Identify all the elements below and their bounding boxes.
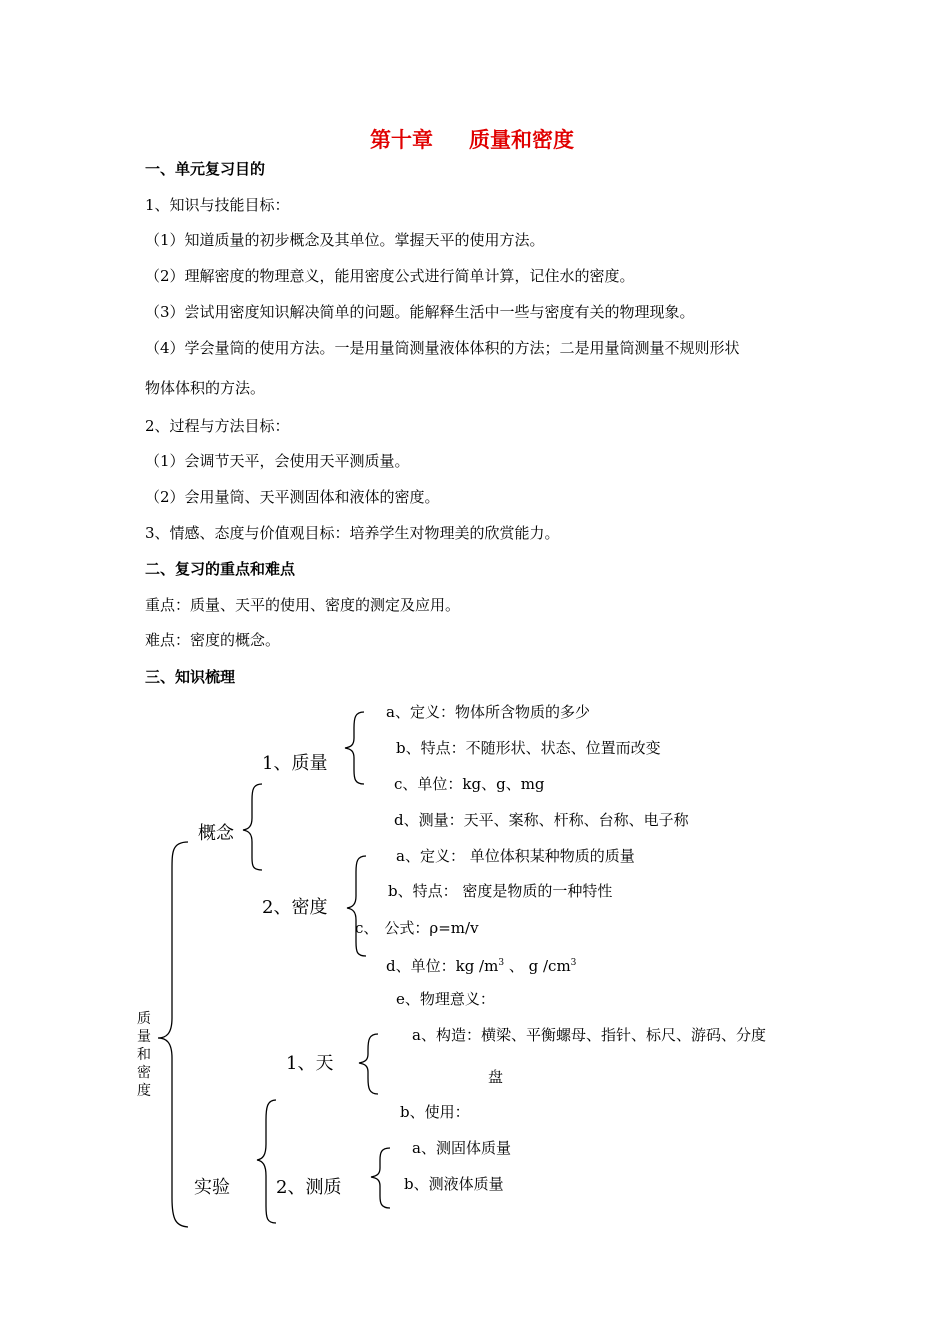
brace-measure bbox=[371, 1148, 390, 1208]
brace-balance bbox=[359, 1034, 378, 1094]
measure-item: a、测固体质量 bbox=[412, 1139, 511, 1157]
map-root-label: 质量和密度 bbox=[137, 1011, 151, 1099]
brace-experiment bbox=[257, 1100, 276, 1223]
map-balance-label: 1、天 bbox=[286, 1053, 334, 1074]
mass-item: c、单位：kg、g、mg bbox=[394, 775, 545, 793]
goal-1-item: （3）尝试用密度知识解决简单的问题。能解释生活中一些与密度有关的物理现象。 bbox=[145, 303, 695, 321]
map-measure-label: 2、测质 bbox=[276, 1177, 342, 1198]
unit-exponent: 3 bbox=[498, 958, 505, 968]
difficulty-text: 难点：密度的概念。 bbox=[145, 631, 281, 649]
density-unit-kg: d、单位：kg /m bbox=[386, 957, 499, 975]
mass-item: d、测量：天平、案称、杆称、台称、电子称 bbox=[394, 811, 689, 829]
section-heading-key-points: 二、复习的重点和难点 bbox=[145, 560, 296, 578]
measure-item: b、测液体质量 bbox=[404, 1175, 504, 1193]
density-item: a、定义： 单位体积某种物质的质量 bbox=[396, 847, 635, 865]
mass-item: b、特点：不随形状、状态、位置而改变 bbox=[396, 739, 661, 757]
goal-3-heading: 3、情感、态度与价值观目标：培养学生对物理美的欣赏能力。 bbox=[145, 524, 560, 542]
goal-1-item: （2）理解密度的物理意义，能用密度公式进行简单计算，记住水的密度。 bbox=[145, 267, 635, 285]
section-heading-knowledge-map: 三、知识梳理 bbox=[145, 668, 236, 686]
brace-mass bbox=[345, 712, 364, 784]
key-point-text: 重点：质量、天平的使用、密度的测定及应用。 bbox=[145, 596, 461, 614]
balance-item: b、使用： bbox=[400, 1103, 470, 1121]
goal-2-heading: 2、过程与方法目标： bbox=[145, 417, 290, 435]
density-formula-text: 公式：ρ=m/v bbox=[384, 919, 479, 937]
title-chapter: 第十章 bbox=[370, 128, 433, 152]
map-concept-label: 概念 bbox=[198, 823, 234, 844]
density-unit-g: 、 g /cm bbox=[504, 957, 571, 975]
density-item-unit bbox=[386, 953, 576, 976]
goal-1-item: （4）学会量筒的使用方法。一是用量筒测量液体体积的方法；二是用量筒测量不规则形状 bbox=[145, 339, 740, 357]
density-item-formula bbox=[355, 918, 479, 938]
title-topic: 质量和密度 bbox=[469, 128, 574, 152]
goal-2-item: （1）会调节天平，会使用天平测质量。 bbox=[145, 452, 410, 470]
balance-item-continued: 盘 bbox=[488, 1068, 504, 1086]
brace-density bbox=[347, 856, 366, 956]
map-experiment-label: 实验 bbox=[194, 1177, 230, 1198]
goal-1-item-continued: 物体体积的方法。 bbox=[145, 379, 266, 397]
density-formula-prefix: c、 bbox=[355, 919, 379, 937]
density-item: e、物理意义： bbox=[396, 990, 495, 1008]
map-mass-label: 1、质量 bbox=[262, 753, 328, 774]
unit-exponent: 3 bbox=[570, 958, 577, 968]
goal-2-item: （2）会用量筒、天平测固体和液体的密度。 bbox=[145, 488, 440, 506]
section-heading-goals: 一、单元复习目的 bbox=[145, 160, 266, 178]
brace-root bbox=[158, 842, 188, 1227]
map-density-label: 2、密度 bbox=[262, 897, 328, 918]
brace-concept bbox=[243, 784, 262, 870]
mass-item: a、定义：物体所含物质的多少 bbox=[386, 703, 590, 721]
goal-1-item: （1）知道质量的初步概念及其单位。掌握天平的使用方法。 bbox=[145, 231, 545, 249]
balance-item: a、构造：横梁、平衡螺母、指针、标尺、游码、分度 bbox=[412, 1026, 766, 1044]
goal-1-heading: 1、知识与技能目标： bbox=[145, 196, 290, 214]
density-item: b、特点： 密度是物质的一种特性 bbox=[388, 882, 613, 900]
